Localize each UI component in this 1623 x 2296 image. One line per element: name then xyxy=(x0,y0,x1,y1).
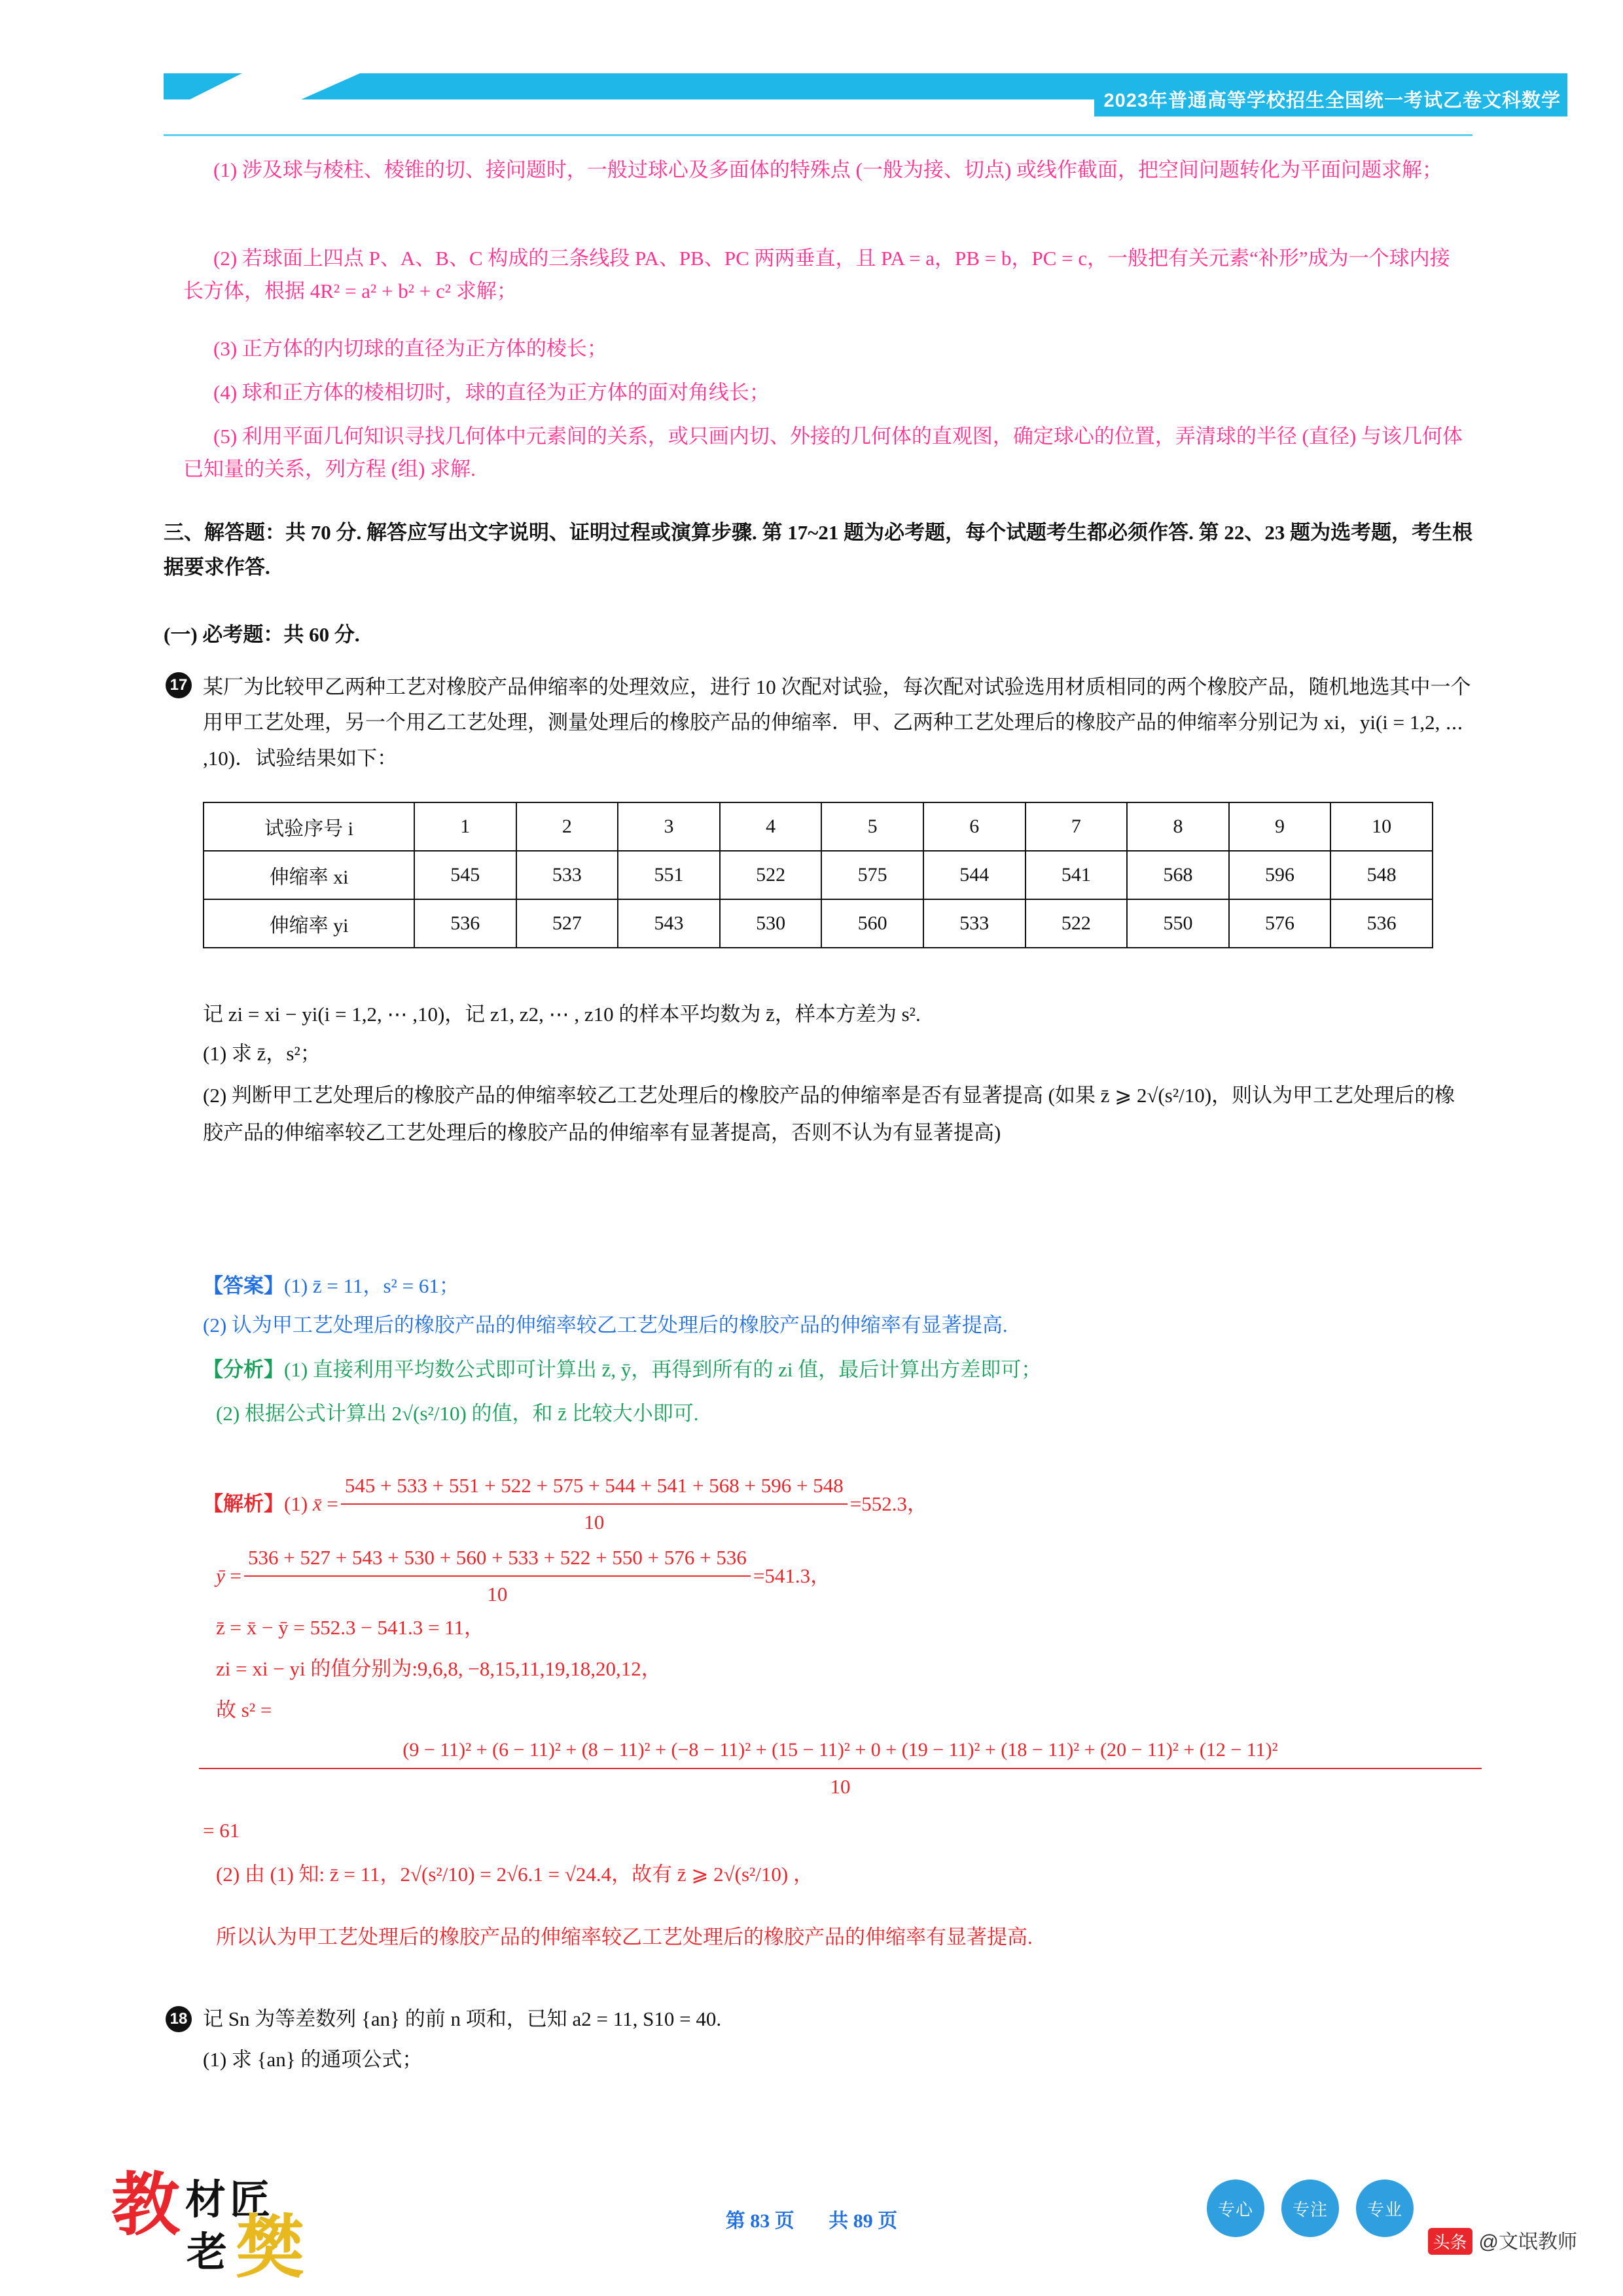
badge-focus-heart: 专心 xyxy=(1207,2179,1264,2237)
experiment-table xyxy=(203,802,1433,948)
toutiao-logo: 头条 xyxy=(1428,2228,1472,2255)
s2-fraction xyxy=(199,1734,1482,1803)
table-cell: 533 xyxy=(923,899,1026,948)
ybar-fraction xyxy=(244,1541,751,1611)
table-row xyxy=(204,851,1433,899)
analysis-label: 【分析】 xyxy=(203,1358,284,1381)
question-17-stem: 某厂为比较甲乙两种工艺对橡胶产品伸缩率的处理效应，进行 10 次配对试验，每次配对试验选用材质相同的两个橡胶产品，随机地选其中一个用甲工艺处理，另一个用乙工艺处理，测量处理后的橡胶产品的伸缩率．甲、乙两种工艺处理后的橡胶产品的伸缩率分别记为 xi，yi(i = 1,2, ⋯ ,10)．试验结果如下： xyxy=(203,675,1471,770)
xbar-numerator: 545 + 533 + 551 + 522 + 575 + 544 + 541 + 568 + 596 + 548 xyxy=(341,1469,847,1505)
xbar-denominator: 10 xyxy=(584,1511,605,1534)
table-cell: 548 xyxy=(1330,851,1433,899)
tip-line-5: (5) 利用平面几何知识寻找几何体中元素间的关系，或只画内切、外接的几何体的直观图，确定球心的位置，弄清球的半径 (直径) 与该几何体已知量的关系，列方程 (组) 求解. xyxy=(183,425,1463,481)
analysis-line-2: (2) 根据公式计算出 2√(s²/10) 的值，和 z̄ 比较大小即可. xyxy=(216,1402,699,1425)
badge-focus-attention: 专注 xyxy=(1281,2179,1339,2237)
table-row xyxy=(204,899,1433,948)
xbar-fraction xyxy=(341,1469,847,1539)
s2-numerator: (9 − 11)² + (6 − 11)² + (8 − 11)² + (−8 − 11)² + (15 − 11)² + 0 + (19 − 11)² + (18 − 11)² + (20 − 11)² + (12 − 11)² xyxy=(199,1734,1482,1769)
solution-s2-line: 故 s² = xyxy=(216,1698,272,1721)
question-17-number xyxy=(166,672,197,698)
solution-final-2: 所以认为甲工艺处理后的橡胶产品的伸缩率较乙工艺处理后的橡胶产品的伸缩率有显著提高. xyxy=(216,1926,1033,1948)
svg-text:匠: 匠 xyxy=(230,2178,271,2223)
table-cell: 550 xyxy=(1127,899,1229,948)
table-cell: 544 xyxy=(923,851,1026,899)
solution-s2-value: = 61 xyxy=(203,1819,240,1842)
question-17-part-2: (2) 判断甲工艺处理后的橡胶产品的伸缩率较乙工艺处理后的橡胶产品的伸缩率是否有显著提高 (如果 z̄ ⩾ 2√(s²/10)，则认为甲工艺处理后的橡胶产品的伸缩率较乙工艺处理后的橡胶产品的伸缩率有显著提高，否则不认为有显著提高) xyxy=(203,1084,1455,1145)
question-17-part-1: (1) 求 z̄，s²； xyxy=(203,1042,321,1065)
table-row xyxy=(204,802,1433,851)
header-divider xyxy=(164,134,1472,136)
table-head-cell: 试验序号 i xyxy=(204,802,414,851)
svg-text:材: 材 xyxy=(185,2178,226,2223)
table-cell: 1 xyxy=(414,802,516,851)
circled-number-18: 18 xyxy=(166,2006,192,2032)
page-total: 共 89 页 xyxy=(829,2210,898,2232)
solution-final-1: (2) 由 (1) 知: z̄ = 11，2√(s²/10) = 2√6.1 = √24.4，故有 z̄ ⩾ 2√(s²/10) ， xyxy=(216,1863,813,1886)
badge-group xyxy=(1207,2179,1414,2237)
ybar-prefix: ȳ xyxy=(216,1564,230,1588)
watermark-toutiao xyxy=(1428,2225,1577,2255)
solution-zbar-line: z̄ = x̄ − ȳ = 552.3 − 541.3 = 11， xyxy=(216,1616,485,1639)
question-17-after-table: 记 zi = xi − yi(i = 1,2, ⋯ ,10)，记 z1, z2, ⋯ , z10 的样本平均数为 z̄，样本方差为 s². xyxy=(203,1003,921,1026)
ybar-denominator: 10 xyxy=(487,1583,508,1606)
ybar-equals: = xyxy=(753,1564,765,1588)
table-cell: 7 xyxy=(1026,802,1128,851)
ybar-numerator: 536 + 527 + 543 + 530 + 560 + 533 + 522 + 550 + 576 + 536 xyxy=(244,1541,751,1577)
table-cell: 541 xyxy=(1026,851,1128,899)
solution-row-xbar xyxy=(203,1469,1499,1539)
table-cell: 2 xyxy=(516,802,618,851)
table-cell: 551 xyxy=(618,851,720,899)
answer-label: 【答案】 xyxy=(203,1274,284,1297)
table-cell: 536 xyxy=(414,899,516,948)
answer-line-2: (2) 认为甲工艺处理后的橡胶产品的伸缩率较乙工艺处理后的橡胶产品的伸缩率有显著提高. xyxy=(203,1314,1008,1336)
analysis-block xyxy=(203,1354,1472,1386)
solution-row-ybar xyxy=(216,1541,1512,1611)
table-cell: 530 xyxy=(720,899,822,948)
toutiao-account: @文氓教师 xyxy=(1478,2231,1577,2253)
page-current: 第 83 页 xyxy=(725,2210,794,2232)
table-head-cell: 伸缩率 xi xyxy=(204,851,414,899)
svg-text:樊: 樊 xyxy=(236,2210,305,2284)
tip-line-3: (3) 正方体的内切球的直径为正方体的棱长； xyxy=(213,337,607,360)
table-cell: 536 xyxy=(1330,899,1433,948)
svg-text:教: 教 xyxy=(111,2167,181,2244)
table-cell: 576 xyxy=(1229,899,1331,948)
table-cell: 545 xyxy=(414,851,516,899)
solution-xbar-prefix: (1) x̄ = xyxy=(284,1492,338,1516)
table-cell: 522 xyxy=(720,851,822,899)
ybar-equals-left: = xyxy=(230,1564,241,1588)
table-cell: 568 xyxy=(1127,851,1229,899)
svg-text:老: 老 xyxy=(187,2231,228,2275)
table-cell: 8 xyxy=(1127,802,1229,851)
table-cell: 596 xyxy=(1229,851,1331,899)
table-cell: 522 xyxy=(1026,899,1128,948)
analysis-line-1: (1) 直接利用平均数公式即可计算出 z̄, ȳ，再得到所有的 zi 值，最后计算出方差即可； xyxy=(284,1358,1042,1381)
table-cell: 6 xyxy=(923,802,1026,851)
header-title: 2023年普通高等学校招生全国统一考试乙卷文科数学 xyxy=(1094,84,1567,117)
answer-line-1: (1) z̄ = 11，s² = 61； xyxy=(284,1274,459,1297)
table-cell: 4 xyxy=(720,802,822,851)
question-18-stem: 记 Sn 为等差数列 {an} 的前 n 项和，已知 a2 = 11, S10 = 40. xyxy=(203,2007,722,2030)
tip-line-1: (1) 涉及球与棱柱、棱锥的切、接问题时，一般过球心及多面体的特殊点 (一般为接、切点) 或线作截面，把空间问题转化为平面问题求解； xyxy=(213,158,1443,181)
table-cell: 575 xyxy=(821,851,923,899)
table-cell: 527 xyxy=(516,899,618,948)
table-cell: 533 xyxy=(516,851,618,899)
tip-line-2: (2) 若球面上四点 P、A、B、C 构成的三条线段 PA、PB、PC 两两垂直，且 PA = a，PB = b，PC = c，一般把有关元素“补形”成为一个球内接长方体，根据 4R² = a² + b² + c² 求解； xyxy=(183,247,1450,303)
table-cell: 10 xyxy=(1330,802,1433,851)
solution-s2-fraction-wrap xyxy=(196,1734,1479,1803)
table-cell: 3 xyxy=(618,802,720,851)
solution-zi-line: zi = xi − yi 的值分别为:9,6,8, −8,15,11,19,18,20,12， xyxy=(216,1657,662,1680)
table-cell: 560 xyxy=(821,899,923,948)
question-18-part-1: (1) 求 {an} 的通项公式； xyxy=(203,2048,423,2071)
table-cell: 5 xyxy=(821,802,923,851)
table-cell: 9 xyxy=(1229,802,1331,851)
circled-number-17: 17 xyxy=(166,672,192,698)
question-18-number xyxy=(166,2006,197,2032)
s2-denominator: 10 xyxy=(830,1774,851,1798)
table-head-cell: 伸缩率 yi xyxy=(204,899,414,948)
section-heading: 三、解答题：共 70 分. 解答应写出文字说明、证明过程或演算步骤. 第 17~21 题为必考题，每个试题考生都必须作答. 第 22、23 题为选考题，考生根据要求作答. xyxy=(164,521,1473,579)
section-subheading: (一) 必考题：共 60 分. xyxy=(164,623,360,646)
tip-line-4: (4) 球和正方体的棱相切时，球的直径为正方体的面对角线长； xyxy=(213,381,770,404)
xbar-value: 552.3， xyxy=(861,1492,927,1516)
badge-professional: 专业 xyxy=(1356,2179,1414,2237)
answer-block xyxy=(203,1270,1472,1302)
xbar-equals: = xyxy=(849,1492,862,1516)
ybar-value: 541.3， xyxy=(764,1564,831,1588)
solution-label: 【解析】 xyxy=(203,1492,284,1516)
table-cell: 543 xyxy=(618,899,720,948)
